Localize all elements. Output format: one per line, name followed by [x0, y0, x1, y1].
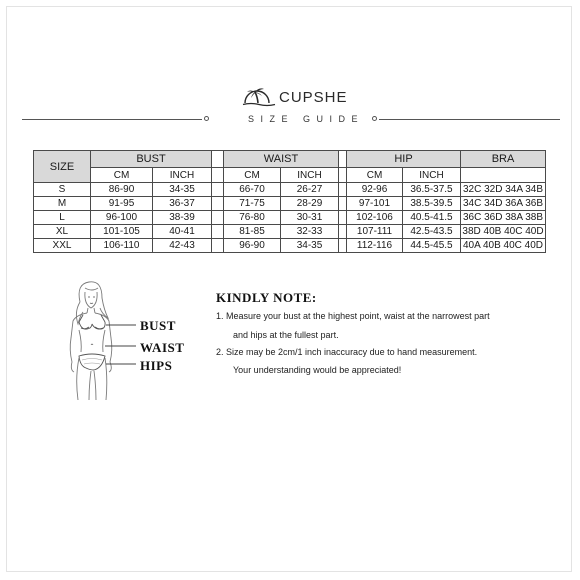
- column-gap: [339, 168, 347, 183]
- cell-waist-inch: 28-29: [281, 197, 339, 211]
- cell-bust-cm: 106-110: [91, 239, 153, 253]
- size-table: [33, 150, 546, 253]
- table-row: [34, 239, 546, 253]
- size-guide-title: SIZE GUIDE: [247, 114, 364, 124]
- note-item-2-line-1: 2. Size may be 2cm/1 inch inaccuracy due to hand measurement.: [216, 347, 478, 357]
- cell-bust-inch: 36-37: [153, 197, 212, 211]
- bust-group-header: BUST: [91, 151, 212, 168]
- cell-waist-inch: 32-33: [281, 225, 339, 239]
- cell-bust-inch: 38-39: [153, 211, 212, 225]
- column-gap: [212, 151, 224, 168]
- column-gap: [339, 211, 347, 225]
- column-gap: [212, 183, 224, 197]
- cell-size: M: [34, 197, 91, 211]
- cell-waist-cm: 66-70: [224, 183, 281, 197]
- bust-inch-header: INCH: [153, 168, 212, 183]
- cell-bust-cm: 101-105: [91, 225, 153, 239]
- cell-waist-cm: 96-90: [224, 239, 281, 253]
- cell-bra: 40A 40B 40C 40D: [461, 239, 546, 253]
- waist-inch-header: INCH: [281, 168, 339, 183]
- palm-tree-sun-icon: [242, 85, 276, 107]
- column-gap: [212, 211, 224, 225]
- waist-group-header: WAIST: [224, 151, 339, 168]
- table-body: [34, 183, 546, 253]
- size-guide-divider: [22, 113, 560, 125]
- cell-hip-cm: 112-116: [347, 239, 403, 253]
- cell-bust-cm: 96-100: [91, 211, 153, 225]
- cell-hip-cm: 97-101: [347, 197, 403, 211]
- size-column-header: SIZE: [34, 151, 91, 183]
- table-header-groups: [34, 151, 546, 168]
- cell-hip-inch: 40.5-41.5: [403, 211, 461, 225]
- column-gap: [212, 197, 224, 211]
- column-gap: [339, 183, 347, 197]
- note-item-1-line-1: 1. Measure your bust at the highest point, waist at the narrowest part: [216, 311, 490, 321]
- table-row: [34, 225, 546, 239]
- divider-dot-right: [372, 116, 377, 121]
- divider-dot-left: [204, 116, 209, 121]
- waist-cm-header: CM: [224, 168, 281, 183]
- cell-hip-inch: 36.5-37.5: [403, 183, 461, 197]
- column-gap: [339, 239, 347, 253]
- bra-unit-header: [461, 168, 546, 183]
- body-figure: [58, 278, 185, 407]
- column-gap: [339, 151, 347, 168]
- divider-line-left: [22, 119, 202, 120]
- table-row: [34, 211, 546, 225]
- hips-label: HIPS: [140, 358, 173, 373]
- cell-hip-cm: 102-106: [347, 211, 403, 225]
- cell-hip-inch: 44.5-45.5: [403, 239, 461, 253]
- cell-size: XL: [34, 225, 91, 239]
- column-gap: [212, 225, 224, 239]
- cell-waist-cm: 71-75: [224, 197, 281, 211]
- cell-waist-inch: 34-35: [281, 239, 339, 253]
- cell-bra: 36C 36D 38A 38B: [461, 211, 546, 225]
- table-row: [34, 183, 546, 197]
- cell-hip-inch: 42.5-43.5: [403, 225, 461, 239]
- cell-bust-cm: 91-95: [91, 197, 153, 211]
- brand-name: CUPSHE: [279, 89, 348, 106]
- hip-inch-header: INCH: [403, 168, 461, 183]
- column-gap: [339, 225, 347, 239]
- cell-size: XXL: [34, 239, 91, 253]
- bust-cm-header: CM: [91, 168, 153, 183]
- cell-bust-cm: 86-90: [91, 183, 153, 197]
- cell-bra: 32C 32D 34A 34B: [461, 183, 546, 197]
- cell-hip-cm: 107-111: [347, 225, 403, 239]
- brand-logo: [242, 85, 348, 107]
- cell-waist-inch: 30-31: [281, 211, 339, 225]
- table-header-units: [34, 168, 546, 183]
- kindly-note-title: KINDLY NOTE:: [216, 290, 317, 305]
- column-gap: [339, 197, 347, 211]
- bra-group-header: BRA: [461, 151, 546, 168]
- cell-waist-cm: 81-85: [224, 225, 281, 239]
- cell-waist-inch: 26-27: [281, 183, 339, 197]
- cell-bust-inch: 34-35: [153, 183, 212, 197]
- cell-size: S: [34, 183, 91, 197]
- cell-size: L: [34, 211, 91, 225]
- column-gap: [212, 168, 224, 183]
- waist-label: WAIST: [140, 340, 185, 355]
- hip-cm-header: CM: [347, 168, 403, 183]
- cell-bra: 34C 34D 36A 36B: [461, 197, 546, 211]
- table-row: [34, 197, 546, 211]
- column-gap: [212, 239, 224, 253]
- cell-hip-inch: 38.5-39.5: [403, 197, 461, 211]
- cell-hip-cm: 92-96: [347, 183, 403, 197]
- divider-line-right: [379, 119, 560, 120]
- bust-label: BUST: [140, 318, 176, 333]
- cell-bra: 38D 40B 40C 40D: [462, 226, 544, 237]
- cell-bust-inch: 42-43: [153, 239, 212, 253]
- note-item-1-line-2: and hips at the fullest part.: [233, 330, 339, 340]
- cell-waist-cm: 76-80: [224, 211, 281, 225]
- note-item-2-line-2: Your understanding would be appreciated!: [233, 365, 402, 375]
- woman-bikini-figure-icon: [58, 278, 148, 402]
- hip-group-header: HIP: [347, 151, 461, 168]
- cell-bust-inch: 40-41: [153, 225, 212, 239]
